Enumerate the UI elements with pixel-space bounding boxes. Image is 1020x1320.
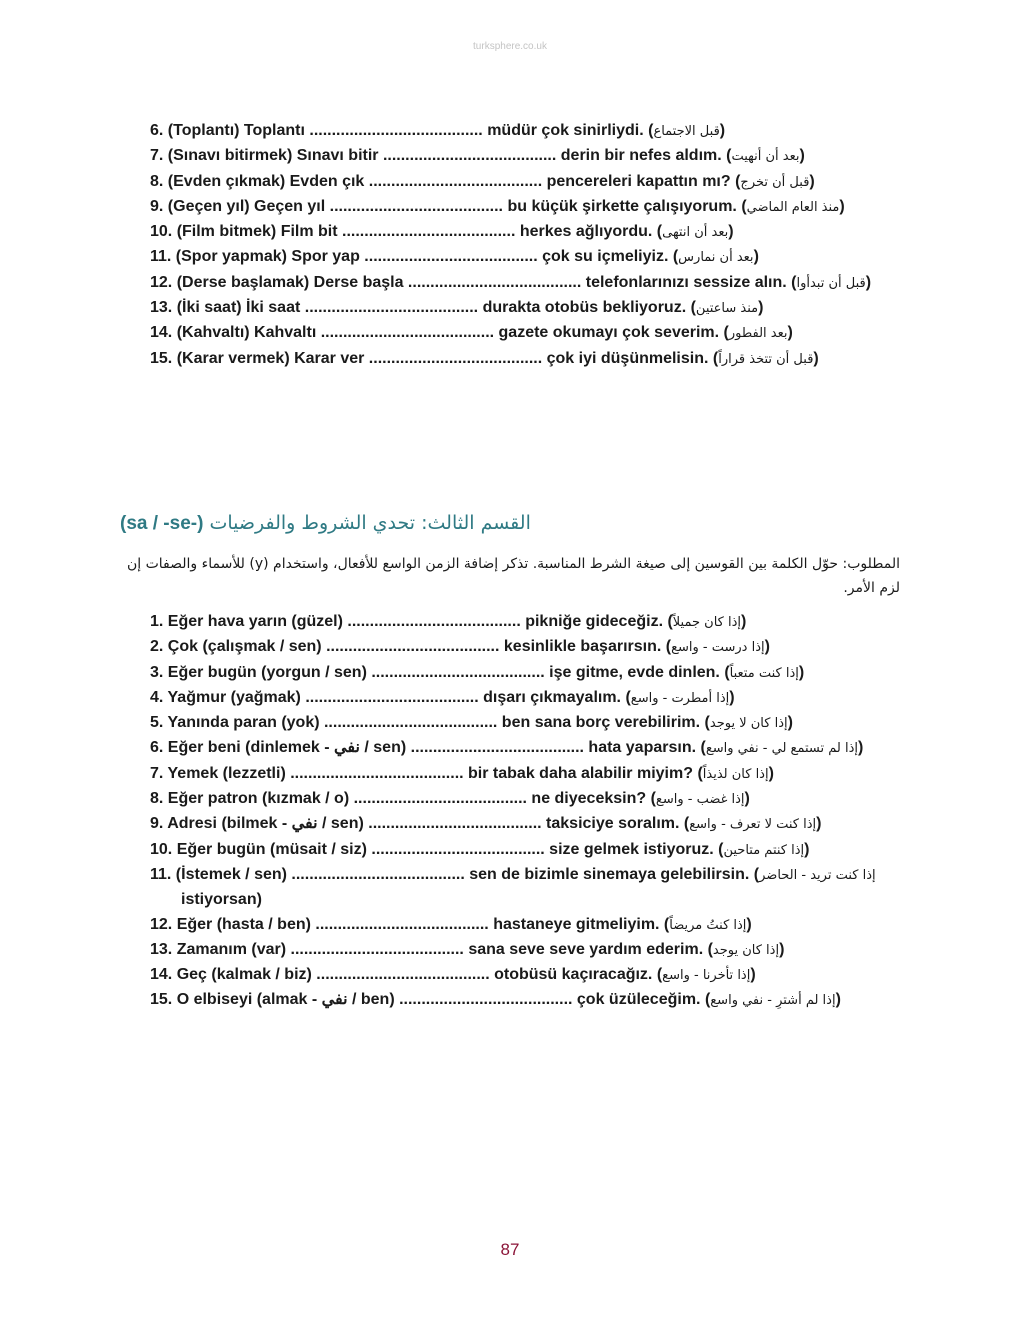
item-close: ) — [804, 840, 810, 858]
item-text: 14. Geç (kalmak / biz) ....................................... otobüsü kaçıracağız. ( — [150, 966, 663, 984]
arabic-hint: بعد أن نمارس — [678, 250, 754, 266]
item-text: 6. (Toplantı) Toplantı ....................................... müdür çok sinirliydi. ( — [150, 122, 654, 139]
item-text: 9. Adresi (bilmek - نفي / sen) ....................................... taksiciye soralım. ( — [150, 815, 690, 833]
arabic-hint: إذا كان لا يوجد — [709, 716, 788, 732]
item-close: ) — [813, 349, 819, 367]
section-heading — [120, 512, 900, 535]
arabic-hint: منذ العام الماضي — [746, 199, 840, 215]
exercise-item — [150, 988, 900, 1013]
arabic-hint: إذا كان جميلاً — [672, 615, 742, 630]
exercise-item — [150, 347, 900, 372]
item-close: ) — [728, 223, 734, 241]
item-close: ) — [858, 739, 864, 757]
arabic-hint: إذا كنت تريد - الحاضر — [759, 867, 876, 883]
item-close: ) — [865, 273, 872, 291]
item-text: 11. (Spor yapmak) Spor yap ....................................... çok su içmeliyiz. ( — [150, 248, 679, 266]
arabic-hint: إذا كنتم متاحين — [723, 842, 805, 858]
arabic-hint: إذا لم أشترِ - نفي واسع — [710, 993, 836, 1009]
item-close: ) — [779, 940, 785, 958]
item-close: ) — [719, 122, 726, 139]
arabic-hint: إذا كنت لا تعرف - واسع — [689, 817, 817, 833]
exercise-item — [150, 271, 900, 296]
exercise-item — [150, 170, 900, 195]
section-heading-arabic: القسم الثالث: تحدي الشروط والفرضيات — [209, 512, 531, 534]
item-close: ) — [816, 815, 822, 833]
item-text: 8. Eğer patron (kızmak / o) ....................................... ne diyeceksin? ( — [150, 790, 656, 808]
item-close: ) — [798, 663, 805, 681]
item-close: ) — [741, 613, 747, 630]
arabic-hint: إذا درست - واسع — [671, 640, 765, 656]
arabic-hint: إذا تأخرنا - واسع — [662, 968, 751, 984]
item-close: ) — [729, 688, 735, 706]
item-text: 6. Eğer beni (dinlemek - نفي / sen) ....................................... hata yaparsın. ( — [150, 739, 706, 757]
item-close: ) — [839, 197, 845, 215]
arabic-hint: إذا غضب - واسع — [655, 792, 745, 808]
exercise-item — [150, 610, 900, 635]
exercise-list-section-two — [150, 119, 900, 372]
exercise-item — [150, 144, 900, 169]
exercise-item — [150, 661, 900, 686]
item-text: 13. Zamanım (var) ....................................... sana seve seve yardım ederim. ( — [150, 940, 713, 958]
arabic-hint: إذا كان لذيذاً — [702, 766, 769, 782]
arabic-hint: بعد الفطور — [728, 326, 788, 342]
exercise-item — [150, 938, 900, 963]
item-close: ) — [768, 764, 774, 782]
arabic-hint: قبل أن تتخذ قراراً — [718, 351, 814, 367]
exercise-list-section-three — [150, 610, 900, 1014]
exercise-item — [150, 119, 900, 144]
exercise-item — [150, 838, 900, 863]
item-text: 4. Yağmur (yağmak) ....................................... dışarı çıkmayalım. ( — [150, 688, 631, 706]
arabic-hint: بعد أن أنهيت — [731, 149, 800, 165]
item-text: 10. (Film bitmek) Film bit ....................................... herkes ağlıyordu. ( — [150, 223, 663, 241]
exercise-item — [150, 787, 900, 812]
item-text: 7. (Sınavı bitirmek) Sınavı bitir ....................................... derin bir nefes aldım. ( — [150, 147, 732, 165]
item-close: ) — [758, 299, 764, 317]
exercise-item — [150, 963, 900, 988]
item-text: 2. Çok (çalışmak / sen) ....................................... kesinlikle başarırsın. ( — [150, 638, 672, 656]
exercise-item — [150, 812, 900, 837]
exercise-item — [150, 296, 900, 321]
exercise-item — [150, 863, 900, 913]
exercise-item — [150, 195, 900, 220]
item-text: 14. (Kahvaltı) Kahvaltı ....................................... gazete okumayı çok severim. ( — [150, 324, 729, 342]
exercise-item — [150, 220, 900, 245]
item-text: 13. (İki saat) İki saat ....................................... durakta otobüs bekliyoruz. ( — [150, 299, 696, 317]
page-number: 87 — [500, 1240, 520, 1259]
item-close: ) — [753, 248, 759, 266]
item-close: ) — [787, 714, 793, 732]
item-text: 5. Yanında paran (yok) ....................................... ben sana borç verebilirim. ( — [150, 714, 710, 732]
item-text: 11. (İstemek / sen) ....................................... sen de bizimle sinemaya gelebilirsin. ( — [150, 865, 760, 883]
item-text: 15. (Karar vermek) Karar ver ....................................... çok iyi düşünmelisin. ( — [150, 349, 719, 367]
exercise-item — [150, 711, 900, 736]
exercise-item — [150, 762, 900, 787]
item-close: ) — [809, 172, 815, 190]
section-instructions: المطلوب: حوّل الكلمة بين القوسين إلى صيغة الشرط المناسبة. تذكر إضافة الزمن الواسع للأفعال، واستخدام (y) للأسماء والصفات إن لزم الأمر. — [126, 556, 900, 596]
exercise-item — [150, 913, 900, 938]
arabic-hint: إذا كنت متعباً — [729, 665, 799, 681]
exercise-item — [150, 635, 900, 660]
item-text: 7. Yemek (lezzetli) ....................................... bir tabak daha alabilir miyim? ( — [150, 764, 703, 782]
item-text: 15. O elbiseyi (almak - نفي / ben) ....................................... çok üzüleceğim. ( — [150, 991, 711, 1009]
item-text: 3. Eğer bugün (yorgun / sen) ....................................... işe gitme, evde dinlen. ( — [150, 663, 730, 681]
item-close: ) — [799, 147, 805, 165]
item-text: 12. Eğer (hasta / ben) ....................................... hastaneye gitmeliyim. ( — [150, 915, 670, 933]
item-text: 10. Eğer bugün (müsait / siz) ....................................... size gelmek istiyoruz. ( — [150, 840, 724, 858]
arabic-hint: قبل أن تخرج — [740, 174, 810, 190]
item-text: 9. (Geçen yıl) Geçen yıl ....................................... bu küçük şirkette çalışıyorum. ( — [150, 197, 747, 215]
arabic-hint: إذا لم تستمع لي - نفي واسع — [705, 741, 859, 757]
arabic-hint: قبل الاجتماع — [653, 124, 720, 139]
exercise-item — [150, 321, 900, 346]
item-close: istiyorsan) — [181, 891, 262, 909]
item-close: ) — [746, 915, 752, 933]
watermark: turksphere.co.uk — [473, 41, 547, 52]
arabic-hint: بعد أن انتهى — [662, 225, 729, 241]
item-close: ) — [835, 991, 841, 1009]
arabic-hint: منذ ساعتين — [695, 301, 759, 317]
arabic-hint: قبل أن تبدأوا — [796, 275, 866, 291]
exercise-item — [150, 736, 900, 761]
section-heading-suffix: (-sa / -se) — [120, 513, 204, 534]
item-text: 12. (Derse başlamak) Derse başla ....................................... telefonlarınızı sessize alın. ( — [150, 273, 797, 291]
exercise-item — [150, 245, 900, 270]
item-close: ) — [764, 638, 770, 656]
item-close: ) — [750, 966, 756, 984]
arabic-hint: إذا كنتُ مريضاً — [669, 917, 747, 933]
arabic-hint: إذا كان يوجد — [712, 942, 780, 958]
item-close: ) — [787, 324, 793, 342]
arabic-hint: إذا أمطرت - واسع — [630, 690, 730, 706]
item-close: ) — [744, 790, 750, 808]
item-text: 1. Eğer hava yarın (güzel) ....................................... pikniğe gideceğiz. ( — [150, 613, 673, 630]
exercise-item — [150, 686, 900, 711]
item-text: 8. (Evden çıkmak) Evden çık ....................................... pencereleri kapattın mı? ( — [150, 172, 741, 190]
